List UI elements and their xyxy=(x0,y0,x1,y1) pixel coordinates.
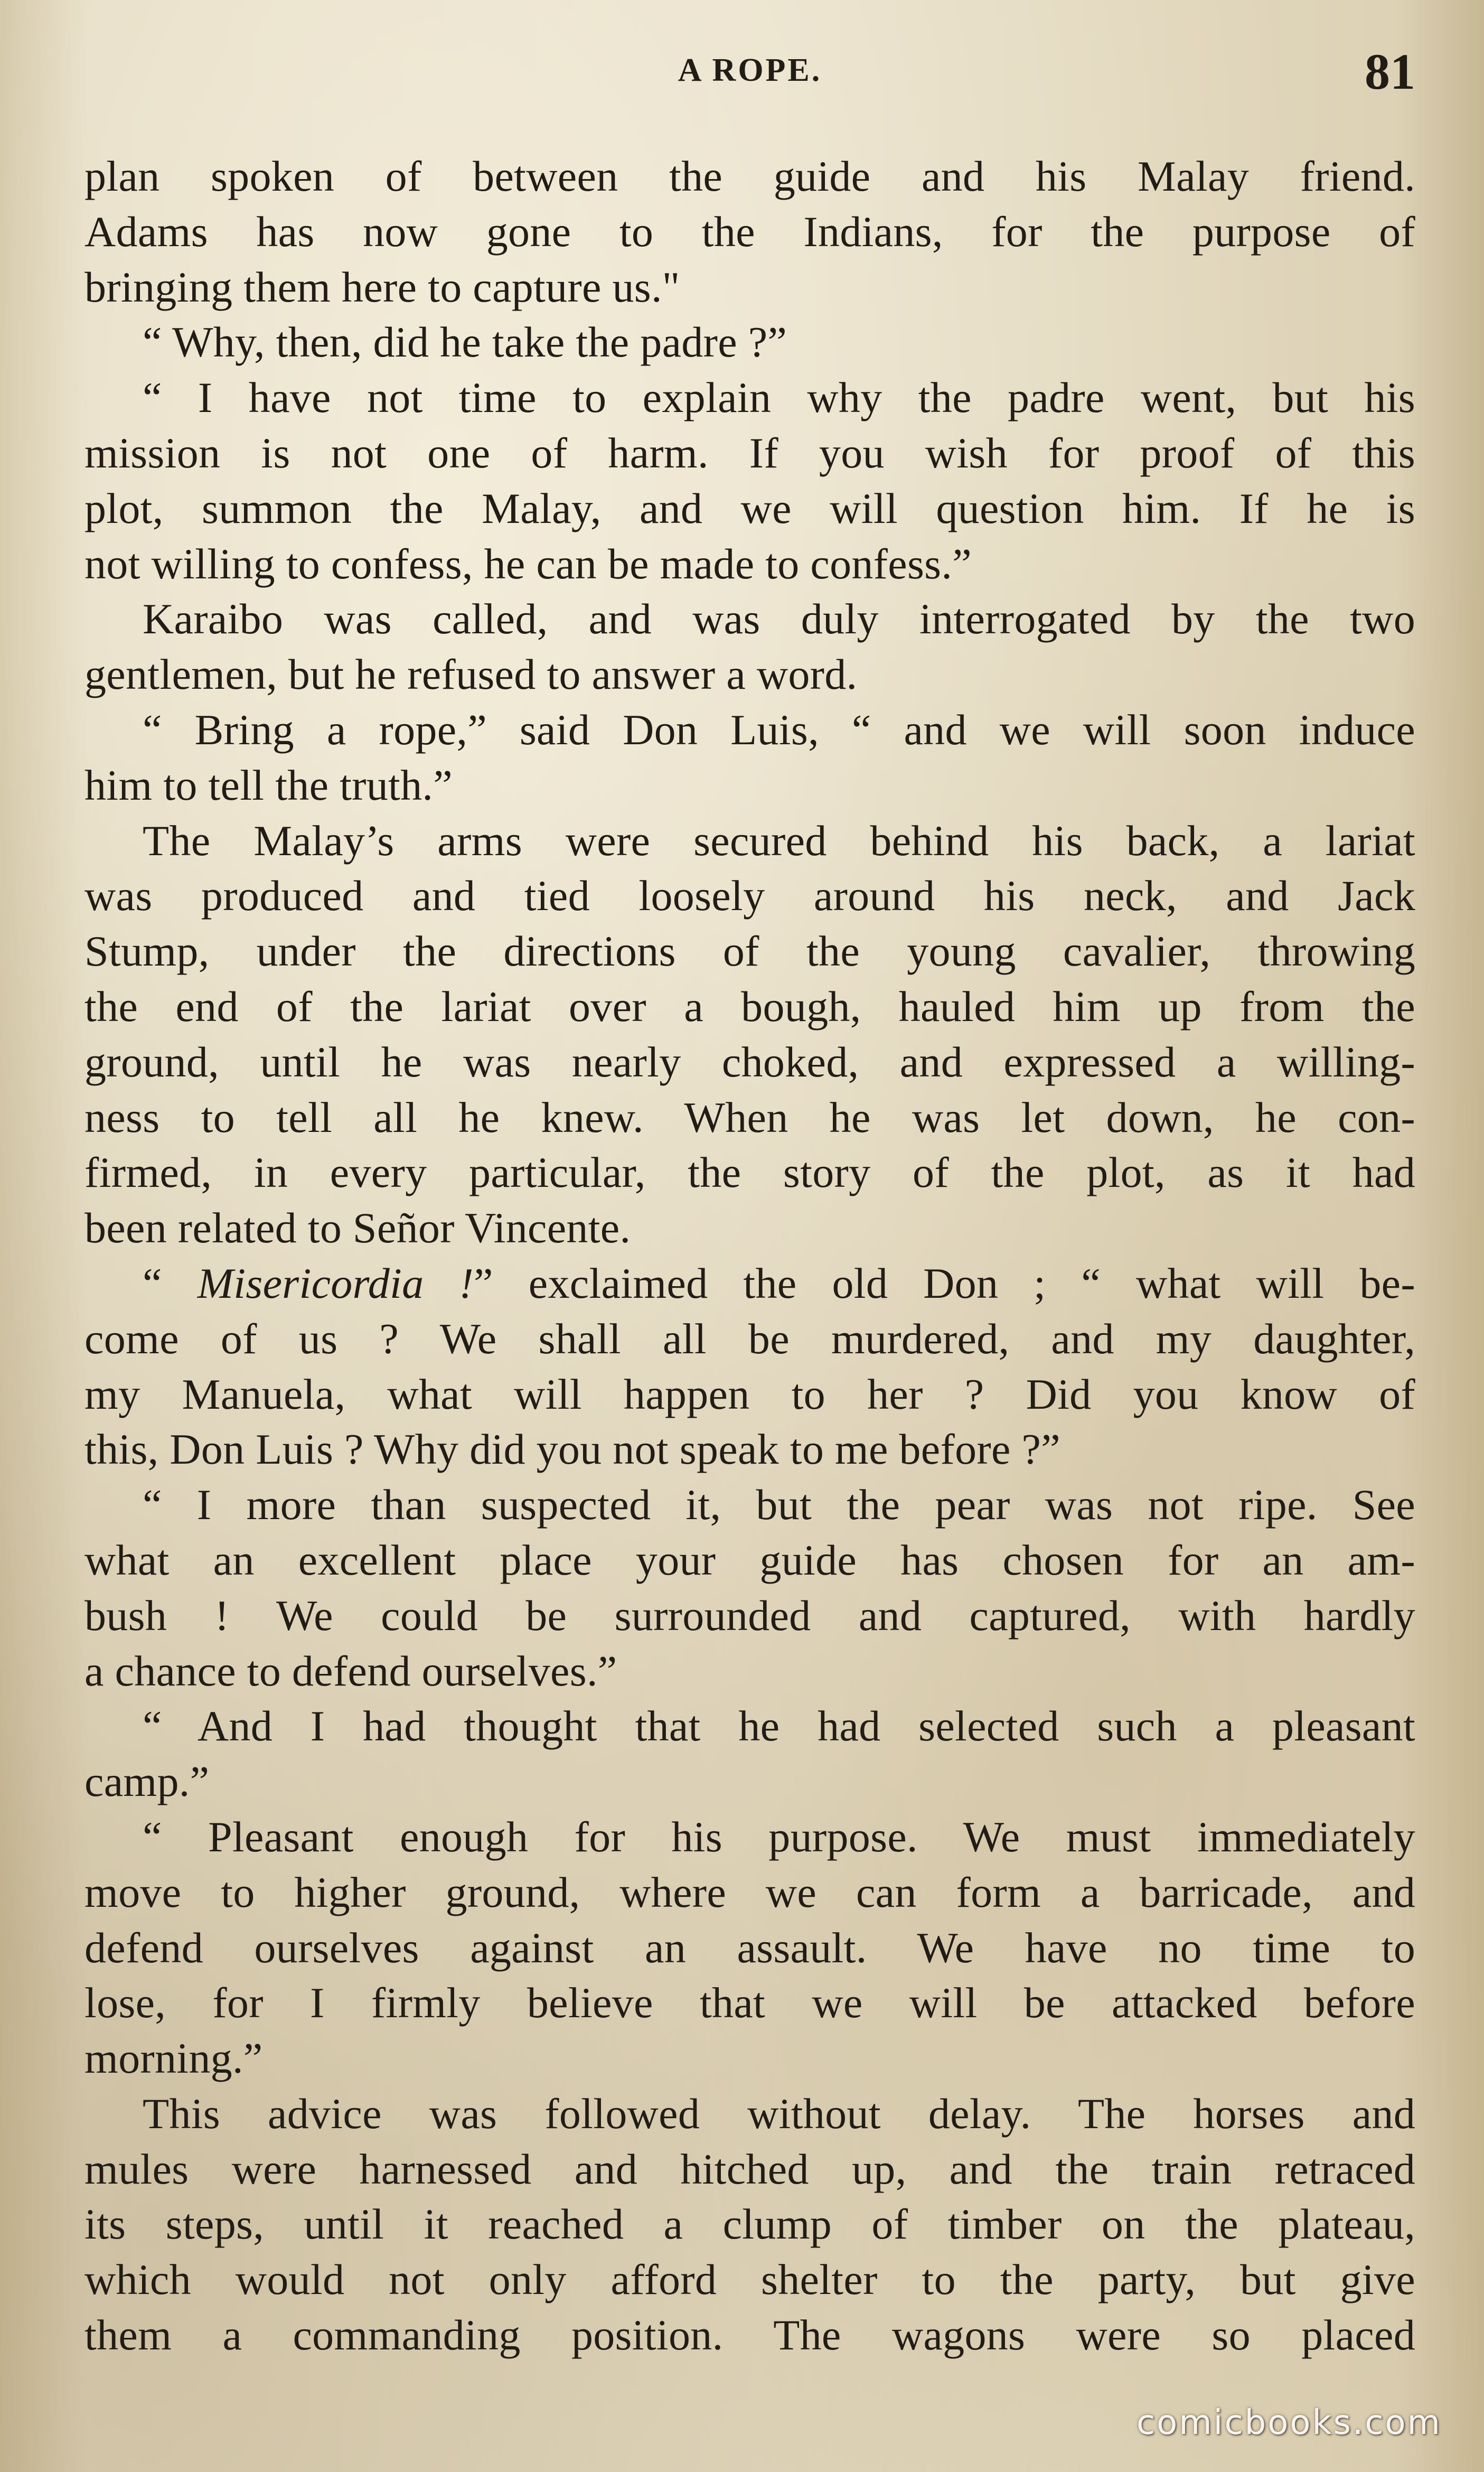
text-line: bringing them here to capture us." xyxy=(84,263,680,311)
text-line: its steps, until it reached a clump of timber on the plateau, xyxy=(84,2200,1415,2249)
text-line: mules were harnessed and hitched up, and the train retraced xyxy=(84,2145,1415,2193)
text-line: defend ourselves against an assault. We have no time to xyxy=(84,1923,1415,1972)
page-number: 81 xyxy=(1365,43,1415,100)
text-line: which would not only afford shelter to the party, but give xyxy=(84,2255,1415,2304)
text-line: the end of the lariat over a bough, hauled him up from the xyxy=(84,982,1415,1031)
quote-mark: “ xyxy=(143,1259,198,1307)
text-line: mission is not one of harm. If you wish for proof of this xyxy=(84,428,1415,477)
text-line: plan spoken of between the guide and his Malay friend. xyxy=(84,152,1415,200)
text-line: bush ! We could be surrounded and captured, with hardly xyxy=(84,1591,1415,1640)
text-line: my Manuela, what will happen to her ? Did you know of xyxy=(84,1370,1415,1418)
text-line: him to tell the truth.” xyxy=(84,761,453,809)
text-line: “ I have not time to explain why the padre went, but his xyxy=(143,373,1415,422)
watermark: comicbooks.com xyxy=(1136,2403,1442,2442)
text-line: gentlemen, but he refused to answer a word. xyxy=(84,650,858,699)
text-line: what an excellent place your guide has chosen for an am- xyxy=(84,1535,1415,1584)
text-line: been related to Señor Vincente. xyxy=(84,1204,631,1252)
line-text: exclaimed the old Don ; “ what will be- xyxy=(528,1259,1415,1307)
text-line: “ Bring a rope,” said Don Luis, “ and we will soon induce xyxy=(143,705,1415,754)
quote-mark: ” xyxy=(474,1259,529,1307)
text-line: them a commanding position. The wagons were so placed xyxy=(84,2311,1415,2359)
text-line: “ And I had thought that he had selected such a pleasant xyxy=(143,1702,1415,1750)
text-line: The Malay’s arms were secured behind his back, a lariat xyxy=(143,816,1415,865)
text-line: ground, until he was nearly choked, and expressed a willing- xyxy=(84,1037,1415,1086)
text-line: camp.” xyxy=(84,1757,210,1806)
running-head: A ROPE. xyxy=(678,52,822,88)
body-text xyxy=(84,149,1415,2363)
text-line: morning.” xyxy=(84,2034,263,2083)
italic-phrase: Misericordia ! xyxy=(197,1259,474,1307)
text-line: “ Pleasant enough for his purpose. We must immediately xyxy=(143,1812,1415,1861)
text-line: This advice was followed without delay. The horses and xyxy=(143,2089,1415,2138)
text-line: Adams has now gone to the Indians, for the purpose of xyxy=(84,207,1415,256)
text-line: Stump, under the directions of the young cavalier, throwing xyxy=(84,927,1415,976)
page-header xyxy=(84,42,1415,106)
text-line: “ I more than suspected it, but the pear was not ripe. See xyxy=(143,1481,1415,1529)
text-line: Karaibo was called, and was duly interrogated by the two xyxy=(143,595,1415,643)
text-line: ness to tell all he knew. When he was let down, he con- xyxy=(84,1093,1415,1141)
text-line: lose, for I firmly believe that we will be attacked before xyxy=(84,1979,1415,2027)
text-line: “ Why, then, did he take the padre ?” xyxy=(143,318,787,367)
text-line: plot, summon the Malay, and we will question him. If he is xyxy=(84,484,1415,532)
text-line: firmed, in every particular, the story of the plot, as it had xyxy=(84,1148,1415,1197)
text-line: a chance to defend ourselves.” xyxy=(84,1646,617,1695)
text-line: come of us ? We shall all be murdered, and my daughter, xyxy=(84,1314,1415,1363)
text-line xyxy=(84,1256,1415,1312)
text-line: not willing to confess, he can be made to confess.” xyxy=(84,539,972,588)
text-line: was produced and tied loosely around his neck, and Jack xyxy=(84,872,1415,920)
text-line: this, Don Luis ? Why did you not speak to me before ?” xyxy=(84,1425,1060,1474)
text-line: move to higher ground, where we can form a barricade, and xyxy=(84,1868,1415,1916)
